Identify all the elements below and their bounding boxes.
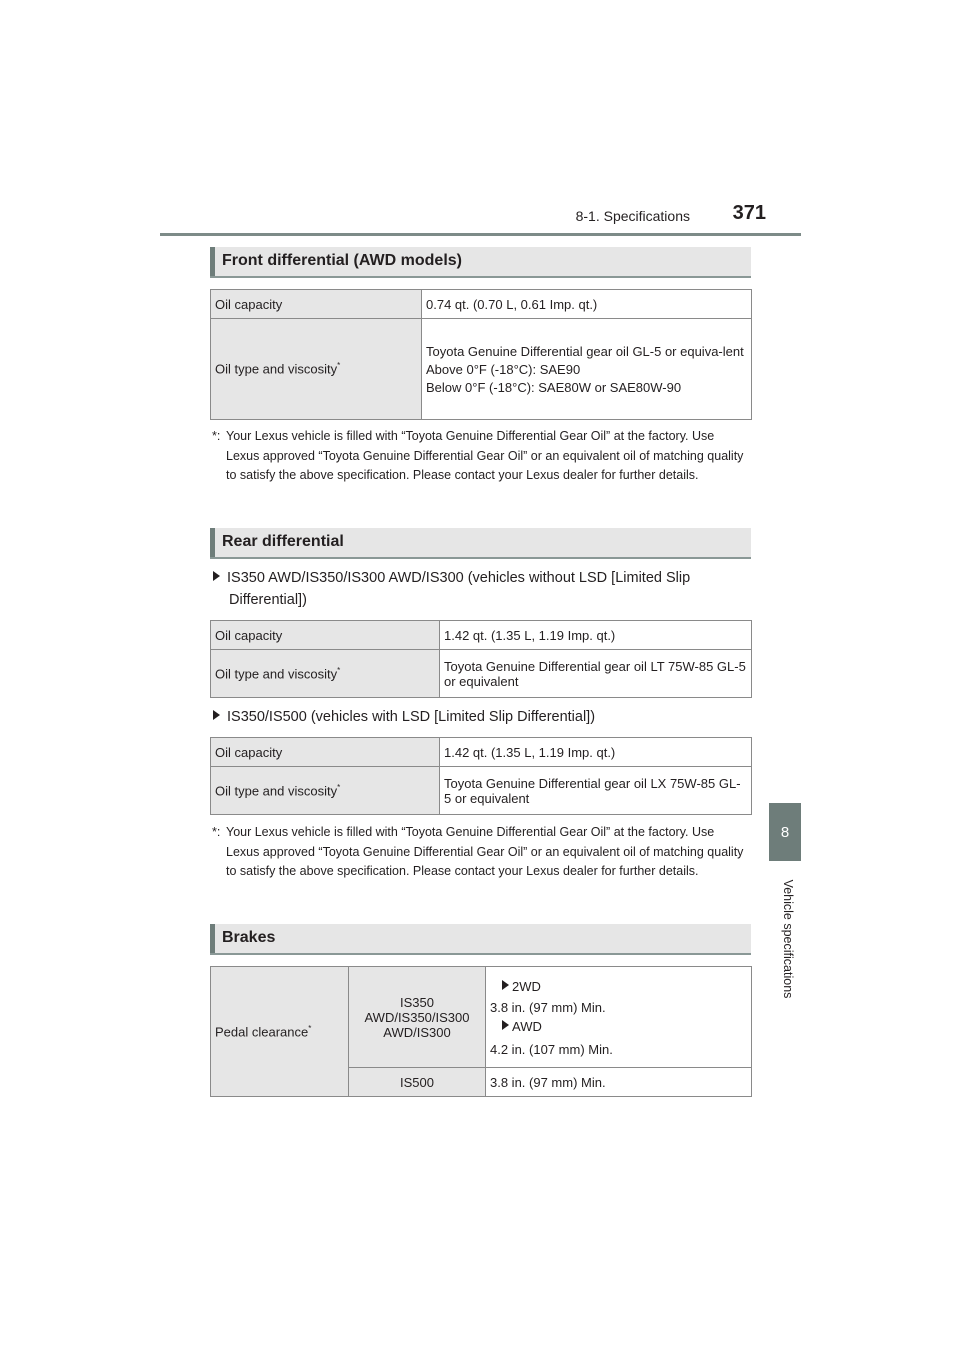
- row-label: Oil type and viscosity*: [211, 767, 440, 815]
- rear-differential-heading: [210, 528, 751, 559]
- footnote-mark: *:: [212, 429, 221, 443]
- triangle-bullet-icon: [213, 571, 220, 581]
- value-line: 3.8 in. (97 mm) Min.: [490, 1000, 606, 1015]
- value-line: Above 0°F (-18°C): SAE90: [426, 361, 581, 377]
- rear-group1-table: [210, 620, 752, 698]
- heading-accent-bar: [210, 924, 215, 953]
- triangle-bullet-icon: [213, 710, 220, 720]
- drive-type: 2WD: [502, 979, 747, 994]
- row-label: Oil type and viscosity*: [211, 650, 440, 698]
- rear-group2-heading: IS350/IS500 (vehicles with LSD [Limited Slip Differential]): [213, 706, 753, 728]
- brakes-title: Brakes: [222, 929, 276, 946]
- model-cell: IS350 AWD/IS350/IS300 AWD/IS300: [349, 967, 486, 1068]
- table-row: [211, 650, 752, 698]
- header-divider: [160, 233, 801, 236]
- table-row: [211, 319, 752, 420]
- chapter-label: Vehicle specifications: [781, 879, 795, 999]
- row-value: 3.8 in. (97 mm) Min.: [486, 1068, 752, 1097]
- row-value: 0.74 qt. (0.70 L, 0.61 Imp. qt.): [422, 290, 752, 319]
- rear-differential-title: Rear differential: [222, 533, 344, 550]
- table-row: [211, 290, 752, 319]
- heading-accent-bar: [210, 528, 215, 557]
- chapter-tab[interactable]: 8: [769, 803, 801, 861]
- footnote-text: Your Lexus vehicle is filled with “Toyota Genuine Differential Gear Oil” at the factory. Use Lexus approved “Toyota Genuine Differential Gear Oil” or an equivalent oil of matching quality to satisfy the above specification. Please contact your Lexus dealer for further details.: [226, 429, 744, 482]
- front-differential-table: [210, 289, 752, 420]
- row-label: Oil type and viscosity*: [211, 319, 422, 420]
- row-label: Oil capacity: [211, 738, 440, 767]
- row-value: 1.42 qt. (1.35 L, 1.19 Imp. qt.): [440, 621, 752, 650]
- row-value: [486, 967, 752, 1068]
- table-row: [211, 738, 752, 767]
- value-line: 4.2 in. (107 mm) Min.: [490, 1042, 613, 1057]
- front-differential-title: Front differential (AWD models): [222, 252, 462, 269]
- brakes-table: [210, 966, 752, 1097]
- value-line: Below 0°F (-18°C): SAE80W or SAE80W-90: [426, 379, 682, 395]
- front-differential-footnote: [210, 427, 751, 486]
- front-differential-heading: [210, 247, 751, 278]
- table-row: [211, 621, 752, 650]
- row-value: [422, 319, 752, 420]
- table-row: [211, 767, 752, 815]
- brakes-heading: [210, 924, 751, 955]
- footnote-text: Your Lexus vehicle is filled with “Toyota Genuine Differential Gear Oil” at the factory. Use Lexus approved “Toyota Genuine Differential Gear Oil” or an equivalent oil of matching quality to satisfy the above specification. Please contact your Lexus dealer for further details.: [226, 825, 744, 878]
- section-title: 8-1. Specifications: [575, 208, 690, 224]
- heading-accent-bar: [210, 247, 215, 276]
- table-row: [211, 967, 752, 1068]
- value-line: Toyota Genuine Differential gear oil GL-5 or equiva-lent: [426, 343, 744, 359]
- row-label: Pedal clearance*: [211, 967, 349, 1097]
- page-number: 371: [732, 202, 766, 224]
- footnote-mark: *:: [212, 825, 221, 839]
- triangle-bullet-icon: [502, 1020, 509, 1030]
- model-cell: IS500: [349, 1068, 486, 1097]
- row-value: Toyota Genuine Differential gear oil LT 75W-85 GL-5 or equivalent: [440, 650, 752, 698]
- row-label: Oil capacity: [211, 621, 440, 650]
- rear-differential-footnote: [210, 823, 751, 882]
- row-label: Oil capacity: [211, 290, 422, 319]
- rear-group2-table: [210, 737, 752, 815]
- drive-type: AWD: [502, 1019, 747, 1034]
- triangle-bullet-icon: [502, 980, 509, 990]
- rear-group1-heading: IS350 AWD/IS350/IS300 AWD/IS300 (vehicles without LSD [Limited Slip Differential]): [213, 567, 753, 611]
- row-value: 1.42 qt. (1.35 L, 1.19 Imp. qt.): [440, 738, 752, 767]
- row-value: Toyota Genuine Differential gear oil LX 75W-85 GL-5 or equivalent: [440, 767, 752, 815]
